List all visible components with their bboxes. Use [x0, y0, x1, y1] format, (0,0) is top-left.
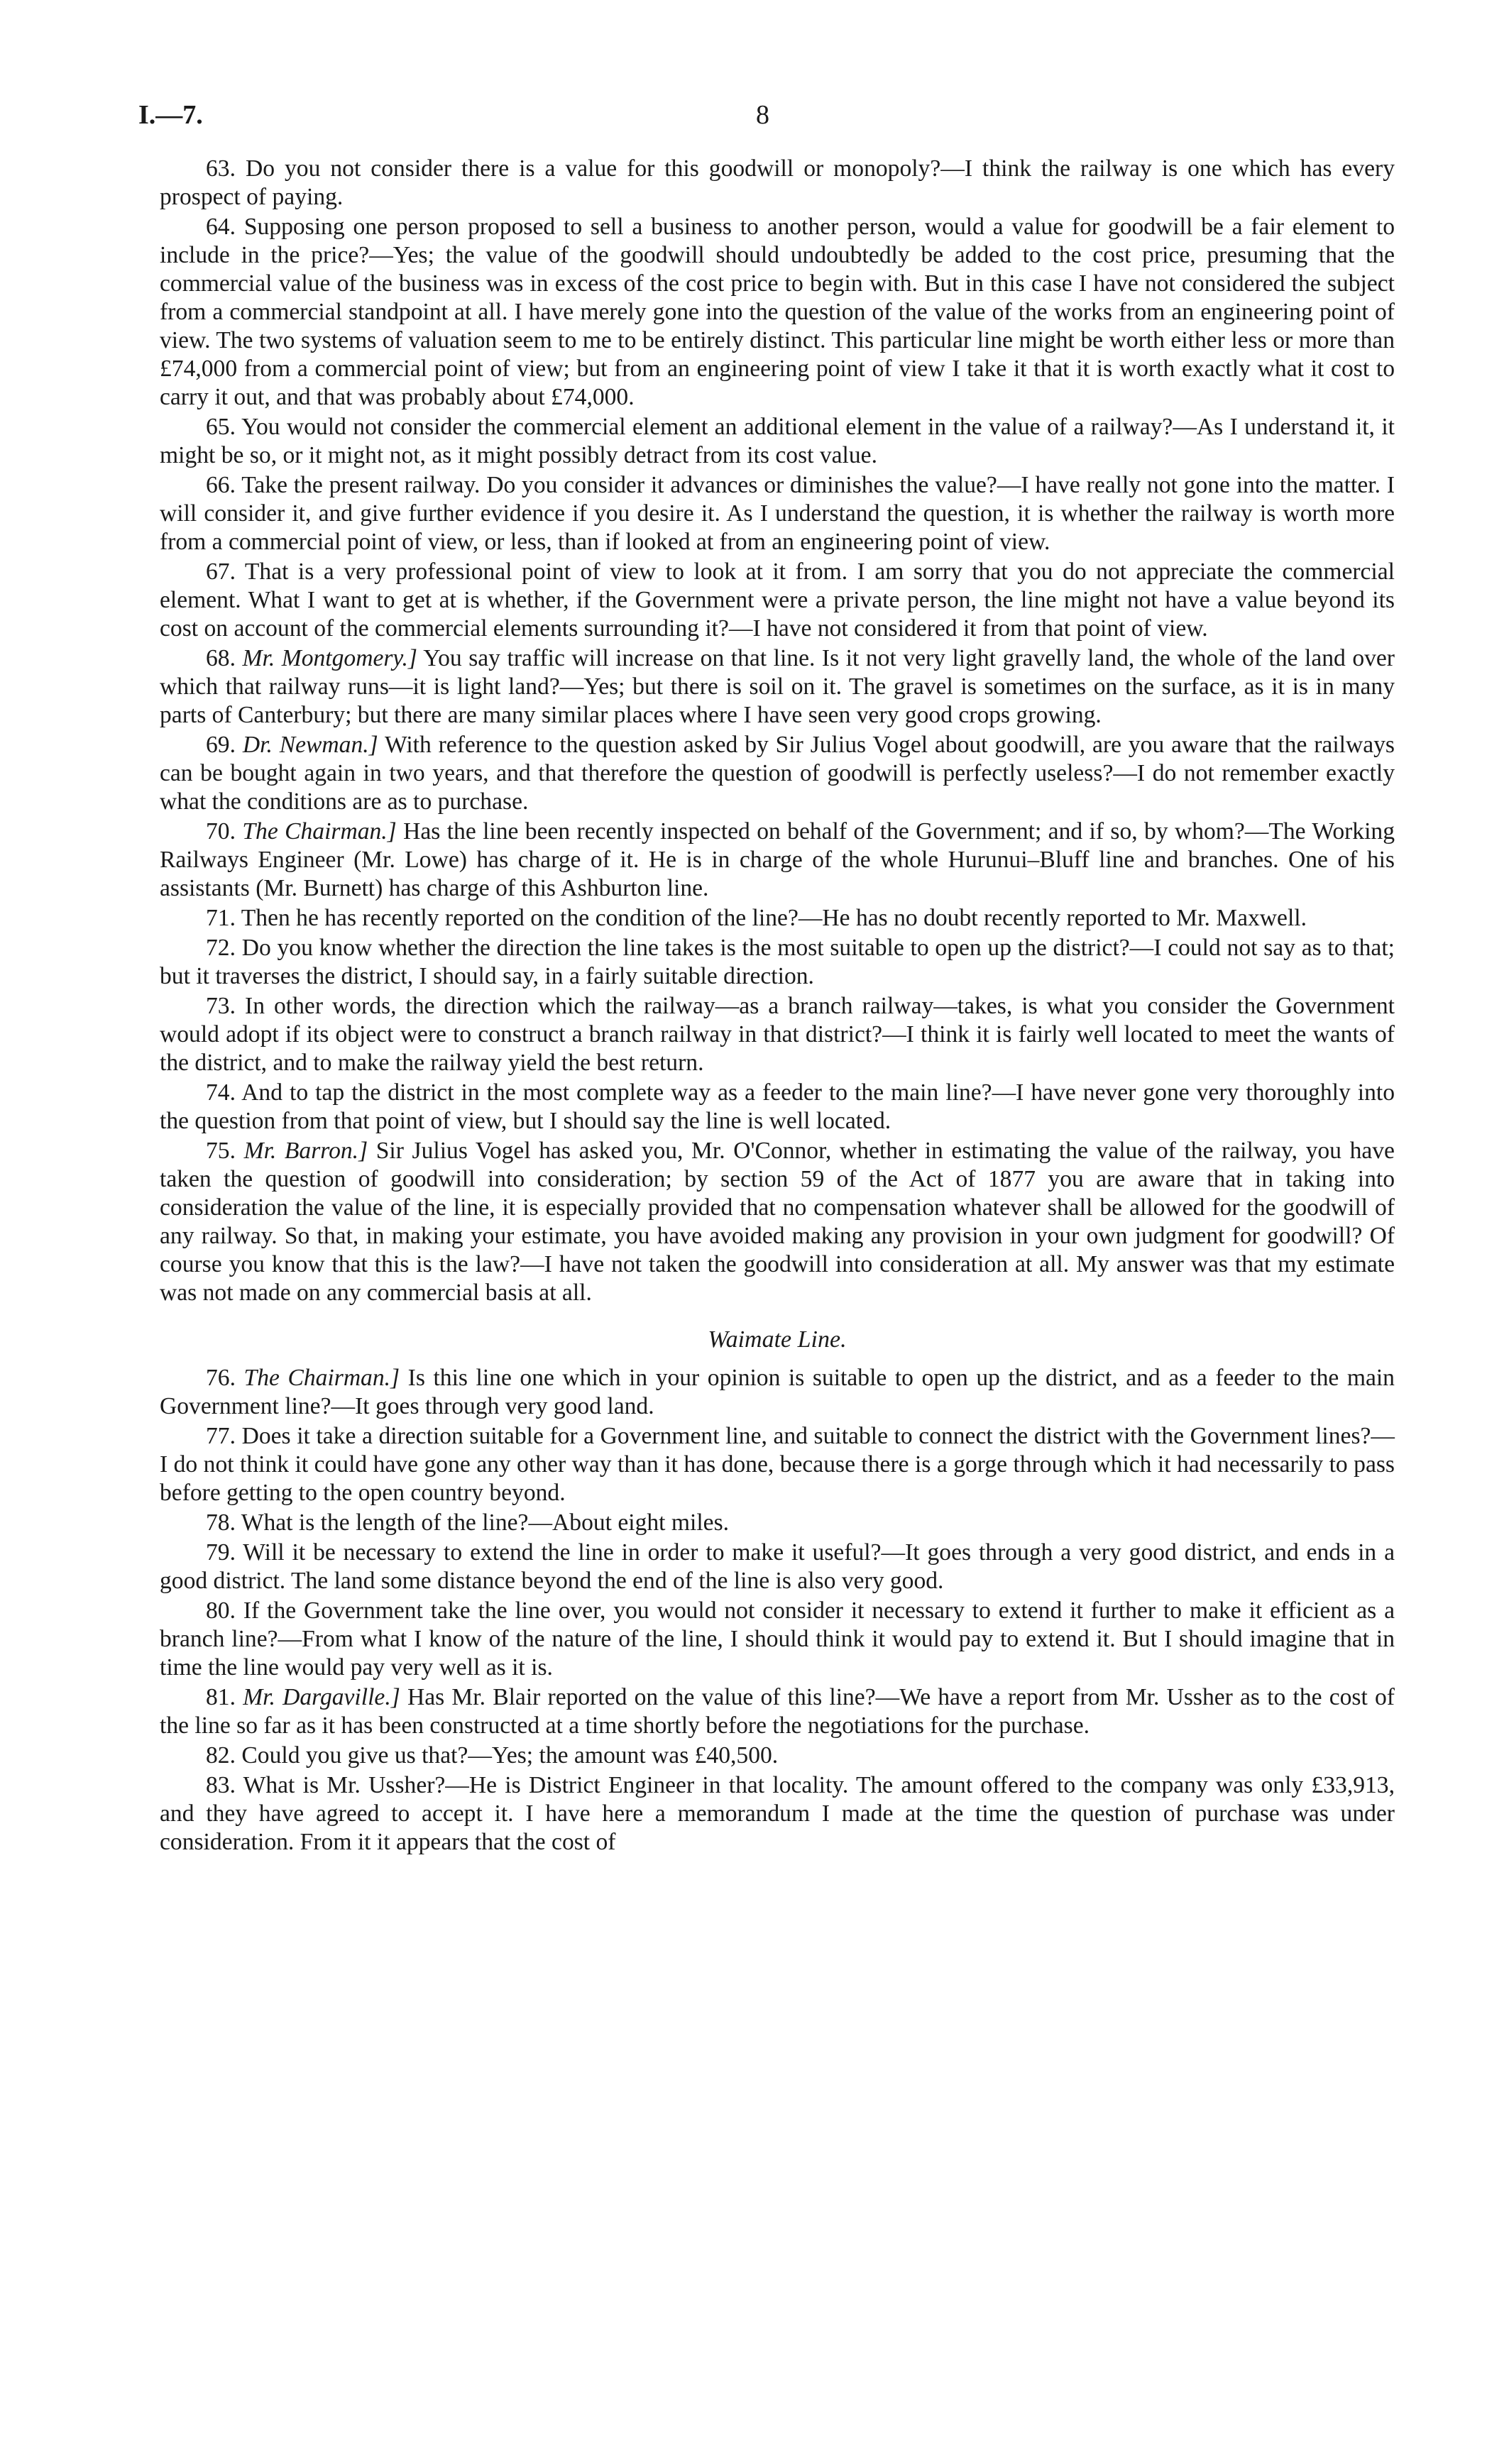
- question-number: 77.: [206, 1423, 236, 1449]
- speaker-name: Mr. Dargaville.]: [243, 1684, 400, 1710]
- speaker-name: Dr. Newman.]: [242, 732, 378, 758]
- question-answer-text: What is the length of the line?—About eight miles.: [241, 1509, 730, 1536]
- question-number: 67.: [206, 559, 236, 585]
- question-answer-text: If the Government take the line over, you would not consider it necessary to extend it further to make it efficient as a branch line?—From what I know of the nature of the line, I should think it would pay to extend it. But I should imagine that in time the line would pay very well as it is.: [160, 1597, 1395, 1681]
- evidence-section-ashburton: [160, 155, 1395, 1307]
- question-answer-text: Then he has recently reported on the condition of the line?—He has no doubt recently reported to Mr. Maxwell.: [241, 905, 1307, 931]
- question-paragraph: [160, 1364, 1395, 1421]
- question-number: 70.: [206, 818, 236, 845]
- question-answer-text: Do you know whether the direction the line takes is the most suitable to open up the district?—I could not say as to that; but it traverses the district, I should say, in a fairly suitable direction.: [160, 935, 1395, 989]
- question-paragraph: [160, 155, 1395, 211]
- question-answer-text: With reference to the question asked by Sir Julius Vogel about goodwill, are you aware that the railways can be bought again in two years, and that therefore the question of goodwill is perfectly useless?—I do not remember exactly what the conditions are as to purchase.: [160, 732, 1395, 815]
- question-answer-text: Will it be necessary to extend the line in order to make it useful?—It goes through a very good district, and ends in a good district. The land some distance beyond the end of the line is also very good.: [160, 1539, 1395, 1594]
- question-answer-text: Sir Julius Vogel has asked you, Mr. O'Connor, whether in estimating the value of the railway, you have taken the question of goodwill into consideration; by section 59 of the Act of 1877 you are aware that in taking into consideration the value of the line, it is especially provided that no compensation whatever shall be allowed for the goodwill of any railway. So that, in making your estimate, you have avoided making any provision in your own judgment for goodwill? Of course you know that this is the law?—I have not taken the goodwill into consideration at all. My answer was that my estimate was not made on any commercial basis at all.: [160, 1138, 1395, 1306]
- question-number: 79.: [206, 1539, 236, 1566]
- document-id: I.—7.: [138, 100, 203, 130]
- question-number: 73.: [206, 993, 236, 1019]
- question-paragraph: [160, 904, 1395, 933]
- question-number: 81.: [206, 1684, 236, 1710]
- question-paragraph: [160, 1597, 1395, 1682]
- page-number: 8: [756, 100, 769, 130]
- question-number: 71.: [206, 905, 236, 931]
- question-paragraph: [160, 1079, 1395, 1135]
- question-paragraph: [160, 471, 1395, 556]
- speaker-name: The Chairman.]: [243, 1365, 400, 1391]
- question-answer-text: Take the present railway. Do you consider it advances or diminishes the value?—I have really not gone into the matter. I will consider it, and give further evidence if you desire it. As I understand the question, it is whether the railway is worth more from a commercial point of view, or less, than if looked at from an engineering point of view.: [160, 472, 1395, 555]
- question-number: 75.: [206, 1138, 236, 1164]
- question-answer-text: Do you not consider there is a value for this goodwill or monopoly?—I think the railway is one which has every prospect of paying.: [160, 155, 1395, 210]
- speaker-name: Mr. Barron.]: [243, 1138, 368, 1164]
- section-heading: Waimate Line.: [708, 1326, 847, 1353]
- speaker-name: The Chairman.]: [242, 818, 397, 845]
- page-header: [138, 99, 1409, 142]
- question-answer-text: You would not consider the commercial element an additional element in the value of a railway?—As I understand it, it might be so, or it might not, as it might possibly detract from its cost value.: [160, 414, 1395, 468]
- question-number: 69.: [206, 732, 236, 758]
- question-paragraph: [160, 1683, 1395, 1740]
- question-paragraph: [160, 818, 1395, 903]
- page-body: [160, 155, 1395, 1858]
- question-number: 83.: [206, 1772, 236, 1798]
- question-answer-text: Is this line one which in your opinion is suitable to open up the district, and as a feeder to the main Government line?—It goes through very good land.: [160, 1365, 1395, 1419]
- question-answer-text: Has the line been recently inspected on behalf of the Government; and if so, by whom?—The Working Railways Engineer (Mr. Lowe) has charge of it. He is in charge of the whole Hurunui–Bluff line and branches. One of his assistants (Mr. Burnett) has charge of this Ashburton line.: [160, 818, 1395, 901]
- question-number: 80.: [206, 1597, 236, 1624]
- question-paragraph: [160, 558, 1395, 643]
- question-paragraph: [160, 413, 1395, 470]
- question-paragraph: [160, 934, 1395, 991]
- question-number: 63.: [206, 155, 236, 182]
- question-paragraph: [160, 1742, 1395, 1770]
- question-number: 68.: [206, 645, 236, 671]
- question-number: 65.: [206, 414, 236, 440]
- question-paragraph: [160, 1771, 1395, 1857]
- question-answer-text: In other words, the direction which the railway—as a branch railway—takes, is what you consider the Government would adopt if its object were to construct a branch railway in that district?—I think it is fairly well located to meet the wants of the district, and to make the railway yield the best return.: [160, 993, 1395, 1076]
- question-number: 74.: [206, 1079, 236, 1106]
- question-paragraph: [160, 1539, 1395, 1595]
- question-number: 82.: [206, 1742, 236, 1769]
- question-paragraph: [160, 731, 1395, 816]
- question-number: 78.: [206, 1509, 236, 1536]
- evidence-section-waimate: [160, 1364, 1395, 1857]
- question-paragraph: [160, 213, 1395, 412]
- question-answer-text: Has Mr. Blair reported on the value of this line?—We have a report from Mr. Ussher as to the cost of the line so far as it has been constructed at a time shortly before the negotiations for the purchase.: [160, 1684, 1395, 1739]
- question-answer-text: That is a very professional point of view to look at it from. I am sorry that you do not appreciate the commercial element. What I want to get at is whether, if the Government were a private person, the line might not have a value beyond its cost on account of the commercial elements surrounding it?—I have not considered it from that point of view.: [160, 559, 1395, 642]
- question-paragraph: [160, 644, 1395, 730]
- question-number: 66.: [206, 472, 236, 498]
- question-number: 76.: [206, 1365, 236, 1391]
- question-answer-text: Could you give us that?—Yes; the amount was £40,500.: [241, 1742, 779, 1769]
- question-number: 64.: [206, 214, 236, 240]
- question-answer-text: Supposing one person proposed to sell a business to another person, would a value for goodwill be a fair element to include in the price?—Yes; the value of the goodwill should undoubtedly be added to the cost price, presuming that the commercial value of the business was in excess of the cost price to begin with. But in this case I have not considered the subject from a commercial standpoint at all. I have merely gone into the question of the value of the works from an engineering point of view. The two systems of valuation seem to me to be entirely distinct. This particular line might be worth either less or more than £74,000 from a commercial point of view; but from an engineering point of view I take it that it is worth exactly what it cost to carry it out, and that was probably about £74,000.: [160, 214, 1395, 410]
- question-answer-text: Does it take a direction suitable for a Government line, and suitable to connect the district with the Government lines?—I do not think it could have gone any other way than it has done, because there is a gorge through which it had necessarily to pass before getting to the open country beyond.: [160, 1423, 1395, 1506]
- question-paragraph: [160, 992, 1395, 1077]
- question-number: 72.: [206, 935, 236, 961]
- question-paragraph: [160, 1422, 1395, 1507]
- question-answer-text: And to tap the district in the most complete way as a feeder to the main line?—I have never gone very thoroughly into the question from that point of view, but I should say the line is well located.: [160, 1079, 1395, 1134]
- question-answer-text: What is Mr. Ussher?—He is District Engineer in that locality. The amount offered to the company was only £33,913, and they have agreed to accept it. I have here a memorandum I made at the time the question of purchase was under consideration. From it it appears that the cost of: [160, 1772, 1395, 1855]
- question-paragraph: [160, 1509, 1395, 1537]
- question-answer-text: You say traffic will increase on that line. Is it not very light gravelly land, the whole of the land over which that railway runs—it is light land?—Yes; but there is soil on it. The gravel is sometimes on the surface, as it is in many parts of Canterbury; but there are many similar places where I have seen very good crops growing.: [160, 645, 1395, 728]
- speaker-name: Mr. Montgomery.]: [242, 645, 417, 671]
- question-paragraph: [160, 1137, 1395, 1307]
